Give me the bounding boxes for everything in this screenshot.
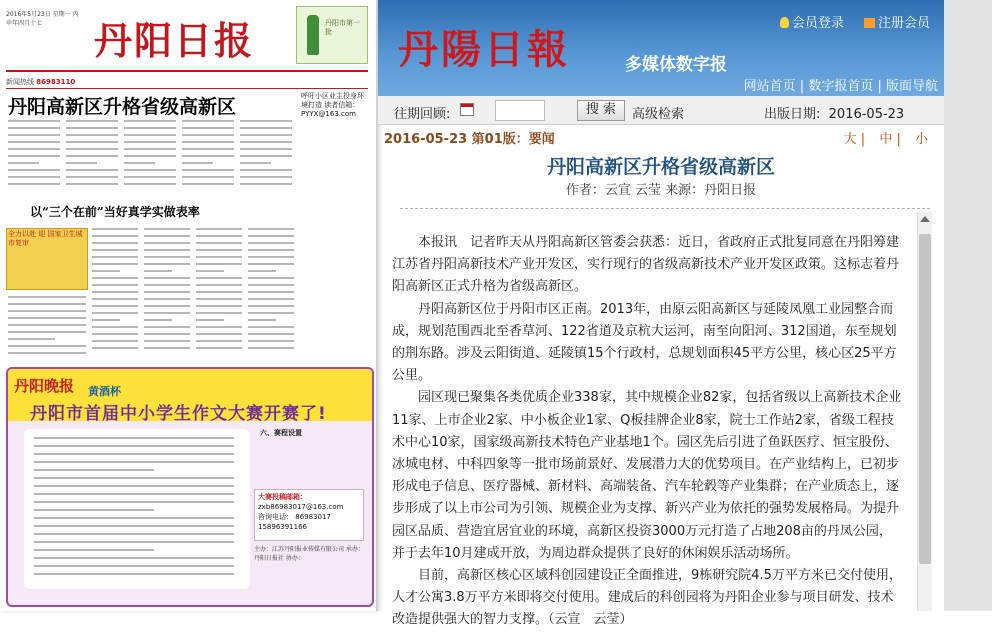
text-line: [196, 305, 242, 307]
text-line: [196, 326, 242, 328]
text-line: [34, 461, 234, 463]
scroll-up-icon[interactable]: [920, 216, 930, 222]
text-line: [144, 270, 172, 272]
text-line: [8, 169, 60, 171]
article-body: [392, 232, 904, 628]
text-line: [92, 319, 120, 321]
text-line: [92, 340, 138, 342]
text-line: [196, 340, 242, 342]
text-line: [144, 298, 190, 300]
home-icon: [864, 18, 875, 28]
text-line: [66, 127, 118, 129]
user-links: [764, 12, 930, 31]
text-line: [92, 235, 138, 237]
text-line: [8, 310, 86, 312]
article-paragraph: 丹阳高新区位于丹阳市区正南。2013年，由原云阳高新区与延陵凤凰工业园整合而成，规划范围西北至香草河、122省道及京杭大运河，南至向阳河、312国道，东至规划的荆东路。涉及云阳街道、延陵镇15个行政村，总规划面积45平方公里，核心区25平方公里。: [392, 301, 897, 384]
text-line: [144, 263, 190, 265]
text-line: [92, 347, 138, 349]
ad-schedule: 六、赛程设置: [260, 429, 302, 437]
calendar-icon[interactable]: [460, 103, 474, 116]
text-line: [124, 183, 176, 185]
text-line: [248, 333, 294, 335]
news-hotline: 新闻热线 86983110: [6, 78, 76, 86]
text-line: [8, 296, 86, 298]
text-line: [144, 305, 190, 307]
text-line: [240, 127, 292, 129]
text-line: [92, 242, 138, 244]
text-line: [124, 127, 176, 129]
article-paragraph: 园区现已聚集各类优质企业338家，其中规模企业82家，包括省级以上高新技术企业11家、上市企业2家、中小板企业1家、Q板挂牌企业8家，院士工作站2家，省级工程技术中心10家，国家级高新技术特色产业基地1个。园区先后引进了鱼跃医疗、恒宝股份、冰城电材、中科四象等一批市场前景好、发展潜力大的优势项目。在产业结构上，已初步形成电子信息、医疗器械、新材料、高端装备、汽车轮毂等产业集群；在产业质态上，逐步形成了以上市公司为引领、规模企业为支撑、新兴产业为依托的强势发展格局。为提升园区品质、营造宜居宜业的环境，高新区投资3000万元打造了占地208亩的丹凤公园，并于去年10月建成开放，为周边群众提供了良好的休闲娱乐活动场所。: [392, 390, 902, 561]
text-line: [144, 319, 172, 321]
text-line: [92, 312, 138, 314]
article-scrollbar[interactable]: [917, 212, 932, 611]
advanced-search-link[interactable]: 高级检索: [632, 107, 685, 122]
text-line: [66, 155, 118, 157]
text-line: [8, 134, 60, 136]
text-line: [196, 249, 242, 251]
text-line: [92, 277, 138, 279]
text-line: [240, 155, 292, 157]
text-line: [144, 333, 190, 335]
scroll-thumb[interactable]: [919, 234, 931, 564]
text-line: [92, 305, 138, 307]
text-line: [248, 298, 294, 300]
publish-date: 出版日期: 2016-05-23: [764, 107, 905, 122]
text-line: [144, 235, 190, 237]
masthead-ad-text: 丹阳市第一批: [325, 19, 360, 36]
text-line: [8, 338, 55, 340]
text-line: [144, 284, 190, 286]
article-byline: 作者：云宣 云莹 来源：丹阳日报: [565, 183, 757, 198]
ad-rules-text: [24, 429, 250, 589]
text-line: [124, 148, 176, 150]
text-line: [196, 235, 242, 237]
top-nav: 网站首页 | 数字报首页 | 版面导航: [743, 79, 938, 94]
text-line: [248, 291, 294, 293]
site-logo[interactable]: 丹陽日報: [398, 26, 570, 73]
text-line: [8, 148, 60, 150]
text-line: [182, 169, 234, 171]
text-line: [8, 303, 86, 305]
text-line: [144, 277, 190, 279]
text-line: [182, 162, 213, 164]
text-line: [8, 155, 60, 157]
text-line: [66, 176, 118, 178]
text-line: [248, 319, 276, 321]
text-line: [196, 312, 242, 314]
text-line: [66, 141, 118, 143]
text-line: [196, 263, 242, 265]
nav-page-nav[interactable]: 版面导航: [885, 79, 938, 94]
text-line: [196, 319, 224, 321]
paper-masthead-title: 丹阳日报: [94, 18, 255, 63]
text-line: [34, 477, 234, 479]
text-line: [240, 169, 292, 171]
masthead-ad[interactable]: [296, 6, 368, 64]
text-line: [8, 317, 86, 319]
nav-digital-home[interactable]: 数字报首页: [808, 79, 874, 94]
text-line: [144, 228, 190, 230]
text-line: [240, 183, 292, 185]
search-button[interactable]: 搜 索: [577, 100, 625, 121]
text-line: [240, 176, 292, 178]
text-line: [34, 573, 234, 575]
text-line: [248, 228, 294, 230]
article-header: [378, 124, 944, 148]
text-line: [34, 469, 154, 471]
text-line: [34, 517, 234, 519]
date-input[interactable]: [495, 100, 545, 121]
text-line: [182, 120, 234, 122]
site-banner: [378, 0, 944, 96]
font-size-switch: 大 | 中 | 小: [843, 132, 928, 147]
masthead-rule: [6, 70, 368, 72]
text-line: [182, 127, 234, 129]
paper-subhead[interactable]: 以“三个在前”当好真学实做表率: [30, 205, 200, 219]
ad-header: [8, 369, 372, 424]
text-line: [66, 120, 118, 122]
window-edge: [944, 0, 992, 611]
text-line: [248, 312, 294, 314]
text-line: [34, 501, 234, 503]
register-link[interactable]: 注册会员: [864, 16, 930, 31]
text-line: [8, 331, 86, 333]
text-line: [182, 155, 234, 157]
text-line: [144, 249, 190, 251]
text-line: [124, 176, 176, 178]
text-line: [92, 333, 138, 335]
article-divider: [400, 208, 930, 209]
bottle-icon: [307, 15, 319, 55]
text-line: [66, 162, 97, 164]
text-line: [196, 228, 242, 230]
article-title: 丹阳高新区升格省级高新区: [546, 156, 775, 178]
text-line: [144, 242, 190, 244]
text-line: [196, 291, 242, 293]
text-line: [248, 256, 294, 258]
ad-contact-box: 大赛投稿邮箱： zxb86983017@163.com 咨询电话： 86983017 15896391166: [254, 489, 364, 541]
text-line: [248, 263, 294, 265]
text-line: [196, 298, 242, 300]
text-line: [240, 148, 292, 150]
text-line: [196, 256, 242, 258]
text-line: [34, 557, 234, 559]
text-line: [8, 324, 86, 326]
ad-title: 丹阳市首届中小学生作文大赛开赛了!: [30, 404, 327, 424]
text-line: [248, 305, 294, 307]
text-line: [66, 169, 118, 171]
text-line: [34, 509, 154, 511]
text-line: [34, 437, 234, 439]
text-line: [34, 549, 154, 551]
text-line: [248, 242, 294, 244]
text-line: [144, 291, 190, 293]
text-line: [196, 242, 242, 244]
text-line: [240, 141, 292, 143]
text-line: [240, 162, 271, 164]
article-paragraph: 目前，高新区核心区域科创园建设正全面推进，9栋研究院4.5万平方米已交付使用，人才公寓3.8万平方米即将交付使用。建成后的科创园将为丹阳企业参与项目研发、技术改造提供强大的智力支撑。（云宣 云莹）: [392, 568, 902, 628]
text-line: [34, 485, 234, 487]
text-line: [8, 345, 86, 347]
text-line: [182, 183, 234, 185]
nav-site-home[interactable]: 网站首页: [743, 79, 796, 94]
text-line: [34, 453, 234, 455]
paper-masthead: [6, 6, 368, 66]
font-size-large[interactable]: 大: [843, 132, 857, 147]
text-line: [240, 120, 292, 122]
text-line: [34, 445, 234, 447]
text-line: [34, 493, 234, 495]
article-paragraph: 本报讯 记者昨天从丹阳高新区管委会获悉：近日，省政府正式批复同意在丹阳筹建江苏省丹阳高新技术产业开发区，实行现行的省级高新技术产业开发区政策。这标志着丹阳高新区正式升格为省级高新区。: [392, 235, 900, 295]
text-line: [92, 291, 138, 293]
essay-contest-ad[interactable]: [6, 367, 374, 607]
text-line: [8, 127, 60, 129]
text-line: [196, 333, 242, 335]
text-line: [144, 347, 190, 349]
toolbar: [378, 96, 944, 125]
past-issues-label: 往期回顾:: [394, 107, 451, 122]
paper-headline[interactable]: 丹阳高新区升格省级高新区: [8, 96, 237, 118]
text-line: [8, 352, 86, 354]
text-line: [8, 176, 60, 178]
text-line: [92, 249, 138, 251]
edition-label: 2016-05-23 第01版：要闻: [384, 132, 555, 147]
font-size-small[interactable]: 小: [914, 132, 928, 147]
text-line: [182, 134, 234, 136]
text-line: [248, 340, 294, 342]
text-line: [66, 148, 118, 150]
text-line: [8, 141, 60, 143]
text-line: [92, 256, 138, 258]
text-line: [92, 270, 120, 272]
text-line: [196, 284, 242, 286]
text-line: [124, 169, 176, 171]
login-link[interactable]: 会员登录: [780, 16, 844, 31]
text-line: [248, 277, 294, 279]
bulb-icon: [780, 17, 789, 28]
text-line: [124, 141, 176, 143]
text-line: [34, 565, 234, 567]
text-line: [248, 284, 294, 286]
paper-side-box[interactable]: 呼吁小区业主投身环境打造 读者信箱：PYYX@163.com: [301, 92, 364, 118]
text-line: [196, 277, 242, 279]
text-line: [66, 134, 118, 136]
text-line: [248, 270, 276, 272]
text-line: [248, 235, 294, 237]
text-line: [144, 326, 190, 328]
text-line: [92, 298, 138, 300]
text-line: [240, 134, 292, 136]
text-line: [248, 347, 294, 349]
newspaper-page-thumbnail[interactable]: [0, 0, 378, 611]
site-subtitle: 多媒体数字报: [625, 55, 727, 75]
text-line: [92, 228, 138, 230]
divider: [6, 88, 368, 89]
paper-date-info: 2016年5月23日 星期一 丙申年四月十七: [6, 11, 79, 27]
text-line: [124, 155, 176, 157]
text-line: [66, 183, 118, 185]
text-line: [8, 162, 39, 164]
ad-contact-email: zxb86983017@163.com: [258, 503, 344, 511]
text-line: [124, 120, 176, 122]
text-line: [34, 533, 234, 535]
text-line: [196, 347, 242, 349]
text-line: [92, 263, 138, 265]
text-line: [92, 284, 138, 286]
text-line: [144, 312, 190, 314]
text-line: [182, 176, 234, 178]
text-line: [34, 541, 234, 543]
text-line: [124, 162, 155, 164]
ad-organizers: 主办：江苏丹阳报业传媒有限公司 承办：丹阳日报社 协办：: [254, 546, 364, 562]
text-line: [92, 326, 138, 328]
ad-sponsor: 黄酒杯: [88, 385, 121, 398]
font-size-medium[interactable]: 中: [879, 132, 893, 147]
text-line: [248, 249, 294, 251]
text-line: [196, 270, 224, 272]
text-line: [248, 326, 294, 328]
text-line: [182, 141, 234, 143]
paper-photo-caption: 全力以赴 迎 国家卫生城市复审: [8, 230, 83, 247]
ad-contact-phones: 86983017 15896391166: [258, 513, 338, 531]
text-line: [124, 134, 176, 136]
text-line: [34, 525, 234, 527]
ad-logo: 丹阳晚报: [14, 377, 75, 395]
text-line: [8, 120, 60, 122]
text-line: [8, 183, 60, 185]
text-line: [144, 256, 190, 258]
text-line: [182, 148, 234, 150]
text-line: [144, 340, 190, 342]
